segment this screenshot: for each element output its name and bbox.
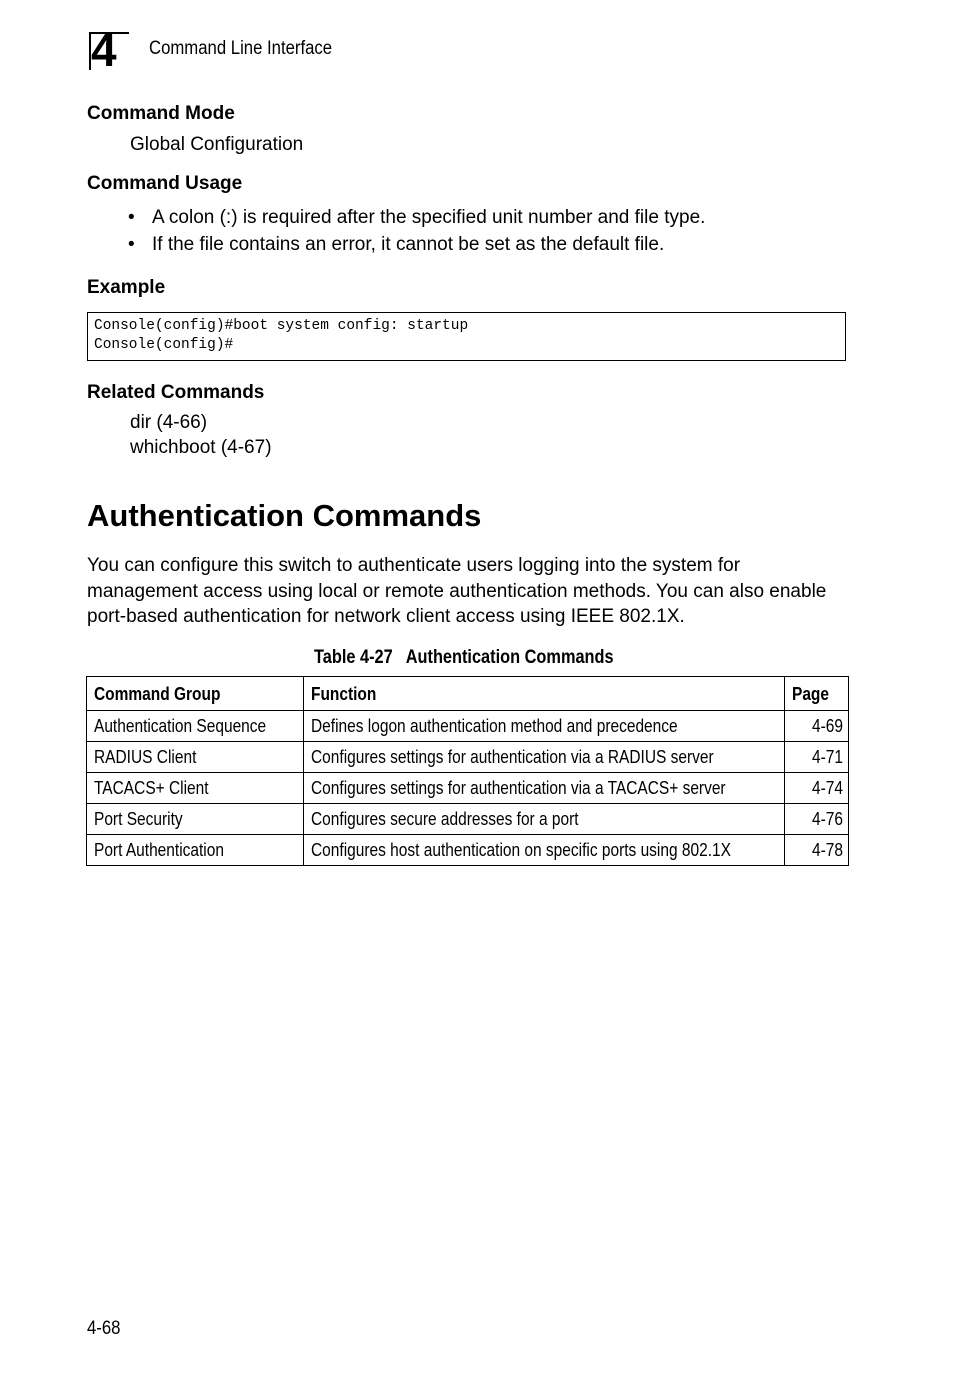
command-mode-value: Global Configuration [130,134,304,155]
command-mode-heading: Command Mode [87,103,235,124]
section-paragraph: You can configure this switch to authenticate users logging into the system for management access using local or remote authentication methods. You can also enable port-based authentication for network client access using IEEE 802.1X. [87,555,827,627]
cell-function: Configures settings for authentication via a TACACS+ server [304,773,785,804]
related-commands-heading: Related Commands [87,382,265,403]
cell-command-group: Port Authentication [87,835,304,866]
table-row [87,773,849,804]
related-command-link: dir (4-66) [130,412,208,433]
cell-command-group: RADIUS Client [87,742,304,773]
column-header-page: Page [785,677,849,711]
cell-page: 4-69 [785,711,849,742]
column-header-command-group: Command Group [87,677,304,711]
list-item: • If the file contains an error, it cannot be set as the default file. [128,231,705,258]
command-usage-heading: Command Usage [87,173,243,194]
cell-command-group: TACACS+ Client [87,773,304,804]
cell-page: 4-76 [785,804,849,835]
code-line: Console(config)#boot system config: startup [94,318,469,334]
cell-function: Configures settings for authentication via a RADIUS server [304,742,785,773]
cell-command-group: Port Security [87,804,304,835]
running-head: Command Line Interface [149,38,333,59]
cell-page: 4-71 [785,742,849,773]
cell-page: 4-78 [785,835,849,866]
authentication-commands-table [86,676,849,866]
table-row [87,711,849,742]
related-command-link: whichboot (4-67) [130,437,272,458]
page-number: 4-68 [87,1318,121,1339]
cell-function: Defines logon authentication method and precedence [304,711,785,742]
table-row [87,742,849,773]
table-caption: Table 4-27 Authentication Commands [314,647,614,668]
cell-page: 4-74 [785,773,849,804]
table-row [87,804,849,835]
list-item: • A colon (:) is required after the specified unit number and file type. [128,204,705,231]
command-usage-list [128,204,705,258]
chapter-number: 4 [91,24,117,76]
column-header-function: Function [304,677,785,711]
code-example-box [87,312,846,361]
code-line: Console(config)# [94,337,234,353]
example-heading: Example [87,277,166,298]
cell-function: Configures host authentication on specific ports using 802.1X [304,835,785,866]
table-row [87,835,849,866]
section-title: Authentication Commands [87,498,482,533]
cell-command-group: Authentication Sequence [87,711,304,742]
table-header-row [87,677,849,711]
cell-function: Configures secure addresses for a port [304,804,785,835]
